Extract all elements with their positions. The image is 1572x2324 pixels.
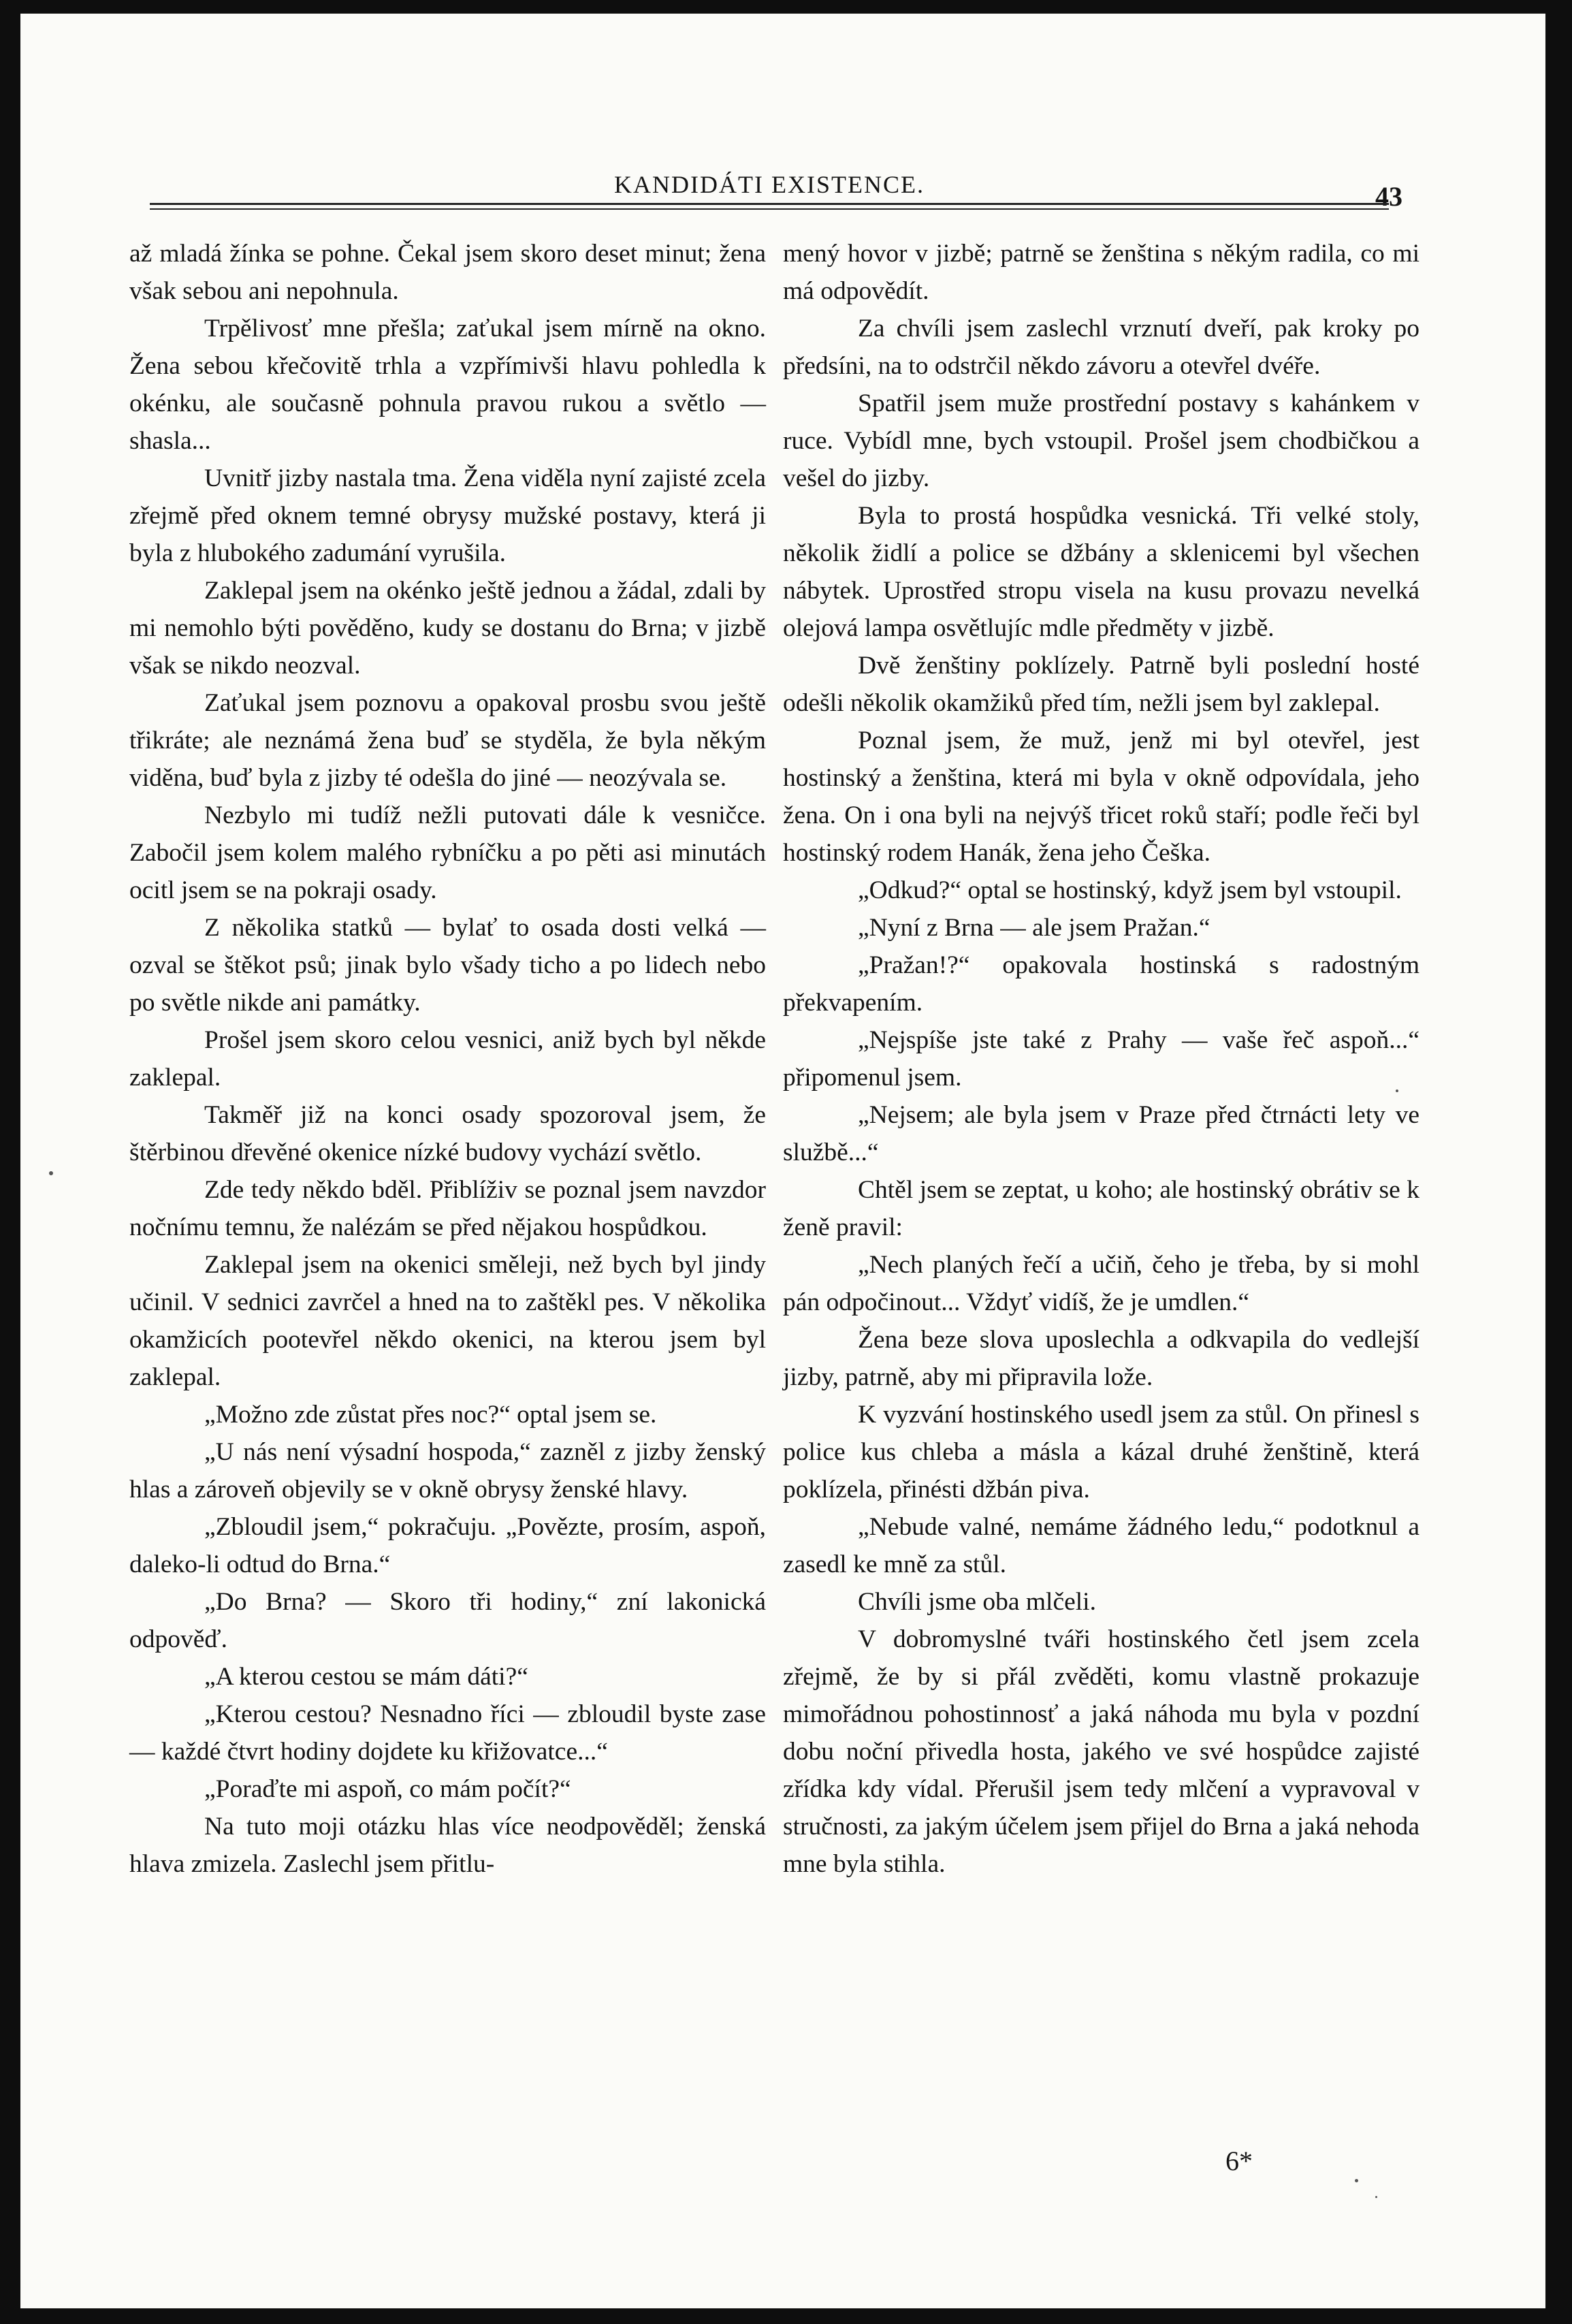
ink-speck [1375,2196,1377,2198]
paragraph: V dobromyslné tváři hostinského četl jsem zcela zřejmě, že by si přál zvěděti, komu vlastně prokazuje mimořádnou pohostinnosť a jaká náhoda mu byla v pozdní dobu noční přivedla hosta, jakého ve své hospůdce zajisté zřídka kdy vídal. Přerušil jsem tedy mlčení a vypravoval v stručnosti, za jakým účelem jsem přijel do Brna a jaká nehoda mne byla stihla. [783,1625,1419,1878]
paragraph: „U nás není výsadní hospoda,“ zazněl z jizby ženský hlas a zároveň objevily se v okně obrysy ženské hlavy. [129,1438,766,1503]
paragraph: „Nech planých řečí a učiň, čeho je třeba, by si mohl pán odpočinout... Vždyť vidíš, že je umdlen.“ [783,1251,1419,1316]
right-column [783,235,1419,1883]
paragraph: Takměř již na konci osady spozoroval jsem, že štěrbinou dřevěné okenice nízké budovy vychází světlo. [129,1101,766,1166]
paragraph: Spatřil jsem muže prostřední postavy s kahánkem v ruce. Vybídl mne, bych vstoupil. Prošel jsem chodbičkou a vešel do jizby. [783,389,1419,492]
paragraph: „Možno zde zůstat přes noc?“ optal jsem se. [204,1401,657,1429]
paragraph: Dvě ženštiny poklízely. Patrně byli poslední hosté odešli několik okamžiků před tím, nežli jsem byl zaklepal. [783,652,1419,717]
paragraph: Prošel jsem skoro celou vesnici, aniž bych byl někde zaklepal. [129,1026,766,1092]
paragraph: Chtěl jsem se zeptat, u koho; ale hostinský obrátiv se k ženě pravil: [783,1176,1419,1241]
page-header [150,157,1402,212]
paragraph: „Nejspíše jste také z Prahy — vaše řeč aspoň...“ připomenul jsem. [783,1026,1419,1092]
paragraph: mený hovor v jizbě; patrně se ženština s někým radila, co mi má odpovědít. [783,240,1419,305]
paragraph: „Nejsem; ale byla jsem v Praze před čtrnácti lety ve službě...“ [783,1101,1419,1166]
paragraph: „Nebude valné, nemáme žádného ledu,“ podotknul a zasedl ke mně za stůl. [783,1513,1419,1578]
page-number: 43 [1375,181,1402,212]
paragraph: Zde tedy někdo bděl. Přiblíživ se poznal jsem navzdor nočnímu temnu, že nalézám se před nějakou hospůdkou. [129,1176,766,1241]
paragraph: „Zbloudil jsem,“ pokračuju. „Povězte, prosím, aspoň, daleko-li odtud do Brna.“ [129,1513,766,1578]
paragraph: Byla to prostá hospůdka vesnická. Tři velké stoly, několik židlí a police se džbány a sklenicemi byl všechen nábytek. Uprostřed stropu visela na kusu provazu nevelká olejová lampa osvětlujíc mdle předměty v jizbě. [783,502,1419,642]
ink-speck [1396,1089,1398,1092]
paragraph: Z několika statků — bylať to osada dosti velká — ozval se štěkot psů; jinak bylo všady ticho a po lidech nebo po světle nikde ani památky. [129,914,766,1017]
paragraph: Trpělivosť mne přešla; zaťukal jsem mírně na okno. Žena sebou křečovitě trhla a vzpřímivši hlavu pohledla k okénku, ale současně pohnula pravou rukou a světlo — shasla... [129,315,766,455]
paragraph: „A kterou cestou se mám dáti?“ [204,1663,528,1691]
paragraph: K vyzvání hostinského usedl jsem za stůl. On přinesl s police kus chleba a másla a kázal druhé ženštině, která poklízela, přinésti džbán piva. [783,1401,1419,1503]
paragraph: Poznal jsem, že muž, jenž mi byl otevřel, jest hostinský a ženština, která mi byla v okně odpovídala, jeho žena. On i ona byli na nejvýš třicet roků staří; podle řeči byl hostinský rodem Hanák, žena jeho Češka. [783,727,1419,867]
paragraph: Nezbylo mi tudíž nežli putovati dále k vesničce. Zabočil jsem kolem malého rybníčku a po pěti asi minutách ocitl jsem se na pokraji osady. [129,801,766,904]
paragraph: Zaklepal jsem na okenici směleji, než bych byl jindy učinil. V sednici zavrčel a hned na to zaštěkl pes. V několika okamžicích pootevřel někdo okenici, na kterou jsem byl zaklepal. [129,1251,766,1391]
paragraph: až mladá žínka se pohne. Čekal jsem skoro deset minut; žena však sebou ani nepohnula. [129,240,766,305]
ink-speck [1355,2179,1358,2182]
signature-mark: 6* [1225,2146,1253,2176]
paragraph: „Do Brna? — Skoro tři hodiny,“ zní lakonická odpověď. [129,1588,766,1653]
header-rule [150,203,1389,205]
paragraph: Na tuto moji otázku hlas více neodpověděl; ženská hlava zmizela. Zaslechl jsem přitlu- [129,1813,766,1878]
book-page [20,14,1545,2308]
paragraph: „Poraďte mi aspoň, co mám počít?“ [204,1775,571,1803]
paragraph: Uvnitř jizby nastala tma. Žena viděla nyní zajisté zcela zřejmě před oknem temné obrysy mužské postavy, která ji byla z hlubokého zadumání vyrušila. [129,464,766,567]
paragraph: Chvíli jsme oba mlčeli. [858,1588,1096,1616]
ink-speck [49,1171,53,1175]
paragraph: „Pražan!?“ opakovala hostinská s radostným překvapením. [783,951,1419,1017]
paragraph: Za chvíli jsem zaslechl vrznutí dveří, pak kroky po předsíni, na to odstrčil někdo závoru a otevřel dvéře. [783,315,1419,380]
running-title: KANDIDÁTI EXISTENCE. [614,171,925,198]
paragraph: „Kterou cestou? Nesnadno říci — zbloudil byste zase — každé čtvrt hodiny dojdete ku křižovatce...“ [129,1700,766,1766]
left-column [129,235,766,1883]
paragraph: Zaťukal jsem poznovu a opakoval prosbu svou ještě třikráte; ale neznámá žena buď se styděla, že byla někým viděna, buď byla z jizby té odešla do jiné — neozývala se. [129,689,766,792]
header-rule [150,208,1389,210]
paragraph: „Odkud?“ optal se hostinský, když jsem byl vstoupil. [858,876,1402,904]
paragraph: Žena beze slova uposlechla a odkvapila do vedlejší jizby, patrně, aby mi připravila lože. [783,1326,1419,1391]
paragraph: „Nyní z Brna — ale jsem Pražan.“ [858,914,1210,942]
paragraph: Zaklepal jsem na okénko ještě jednou a žádal, zdali by mi nemohlo býti pověděno, kudy se dostanu do Brna; v jizbě však se nikdo neozval. [129,577,766,680]
